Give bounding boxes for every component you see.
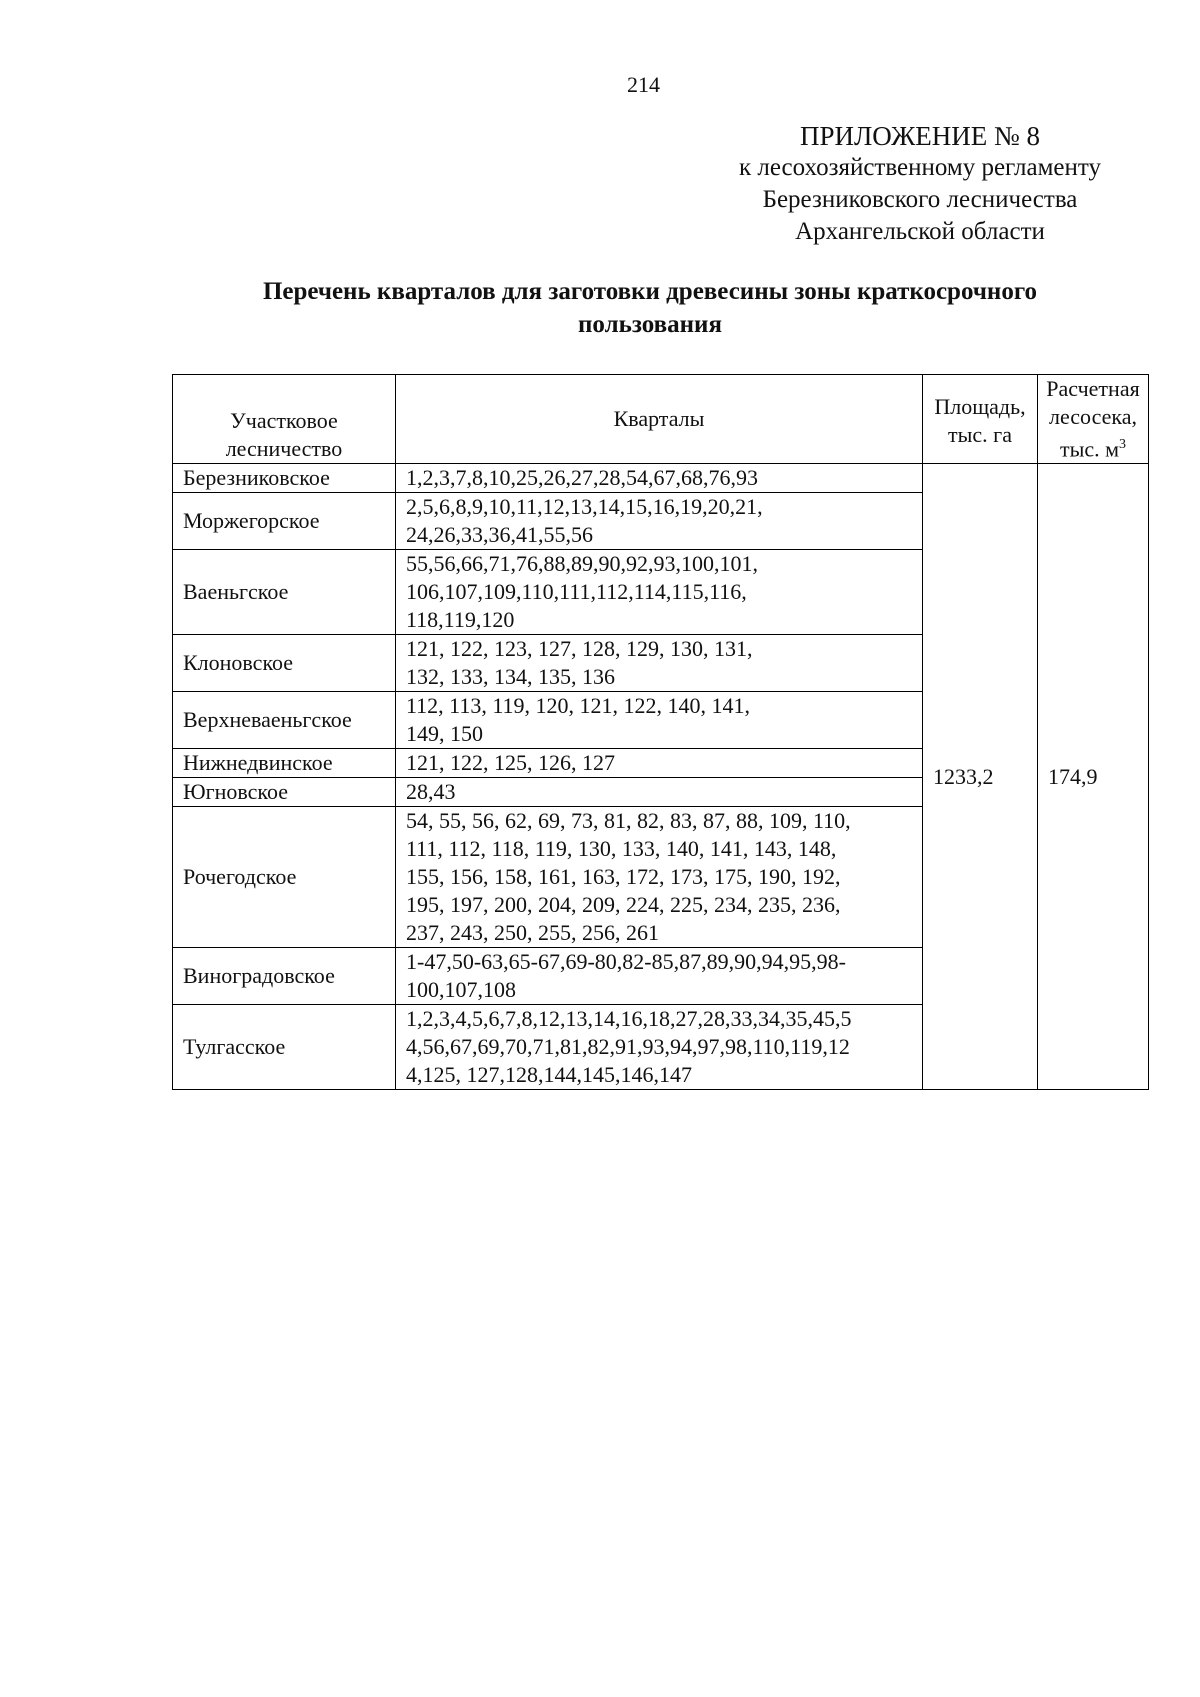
quarters-line: 24,26,33,36,41,55,56 <box>406 522 593 548</box>
header-volume-unit: тыс. м <box>1059 436 1120 462</box>
quarters-line: 149, 150 <box>406 721 483 747</box>
quarters-cell <box>396 1005 923 1090</box>
header-forestry-line: Участковое <box>230 408 338 434</box>
quarters-line: 106,107,109,110,111,112,114,115,116, <box>406 579 747 605</box>
forestry-cell: Березниковское <box>173 464 396 493</box>
header-quarters: Кварталы <box>396 375 923 464</box>
quarters-line: 4,56,67,69,70,71,81,82,91,93,94,97,98,110,119,12 <box>406 1034 850 1060</box>
quarters-line: 4,125, 127,128,144,145,146,147 <box>406 1062 692 1088</box>
quarters-line: 1-47,50-63,65-67,69-80,82-85,87,89,90,94,95,98- <box>406 949 846 975</box>
quarters-line: 195, 197, 200, 204, 209, 224, 225, 234, 235, 236, <box>406 892 841 918</box>
forestry-cell: Клоновское <box>173 635 396 692</box>
quarters-cell <box>396 807 923 948</box>
forestry-cell: Нижнедвинское <box>173 749 396 778</box>
quarters-cell <box>396 550 923 635</box>
quarters-line: 121, 122, 123, 127, 128, 129, 130, 131, <box>406 636 753 662</box>
appendix-header <box>660 120 1180 248</box>
forestry-cell: Верхневаеньгское <box>173 692 396 749</box>
quarters-line: 1,2,3,7,8,10,25,26,27,28,54,67,68,76,93 <box>406 465 758 491</box>
header-area-line: Площадь, <box>934 394 1026 419</box>
quarters-line: 155, 156, 158, 161, 163, 172, 173, 175, 190, 192, <box>406 864 841 890</box>
quarters-line: 2,5,6,8,9,10,11,12,13,14,15,16,19,20,21, <box>406 494 763 520</box>
quarters-line: 118,119,120 <box>406 607 515 633</box>
quarters-line: 237, 243, 250, 255, 256, 261 <box>406 920 659 946</box>
quarters-line: 54, 55, 56, 62, 69, 73, 81, 82, 83, 87, 88, 109, 110, <box>406 808 851 834</box>
quarters-table <box>172 374 1149 1090</box>
quarters-cell <box>396 749 923 778</box>
quarters-line: 121, 122, 125, 126, 127 <box>406 750 615 776</box>
table-header-row <box>173 375 1149 464</box>
quarters-cell <box>396 493 923 550</box>
quarters-line: 112, 113, 119, 120, 121, 122, 140, 141, <box>406 693 751 719</box>
forestry-cell: Югновское <box>173 778 396 807</box>
appendix-line: к лесохозяйственному регламенту <box>738 154 1102 181</box>
header-forestry <box>173 375 396 464</box>
quarters-line: 132, 133, 134, 135, 136 <box>406 664 615 690</box>
document-title-line: пользования <box>578 311 722 338</box>
forestry-cell: Ваеньгское <box>173 550 396 635</box>
forestry-cell: Виноградовское <box>173 948 396 1005</box>
quarters-cell <box>396 692 923 749</box>
quarters-cell <box>396 635 923 692</box>
quarters-line: 100,107,108 <box>406 977 516 1003</box>
appendix-title: ПРИЛОЖЕНИЕ № 8 <box>799 121 1041 151</box>
appendix-line: Архангельской области <box>795 218 1045 245</box>
appendix-line: Березниковского лесничества <box>762 186 1078 213</box>
forestry-cell: Моржегорское <box>173 493 396 550</box>
header-forestry-line: лесничество <box>225 436 343 462</box>
header-volume-line: Расчетная <box>1046 376 1140 401</box>
page-number: 214 <box>627 72 660 97</box>
document-title-line: Перечень кварталов для заготовки древесины зоны краткосрочного <box>262 278 1038 305</box>
header-volume-sup: 3 <box>1119 437 1127 452</box>
quarters-line: 111, 112, 118, 119, 130, 133, 140, 141, 143, 148, <box>406 836 837 862</box>
forestry-cell: Рочегодское <box>173 807 396 948</box>
header-volume <box>1038 375 1149 464</box>
document-title <box>150 275 1150 341</box>
area-cell: 1233,2 <box>923 464 1038 1090</box>
quarters-line: 28,43 <box>406 779 456 805</box>
quarters-line: 55,56,66,71,76,88,89,90,92,93,100,101, <box>406 551 758 577</box>
header-volume-line: лесосека, <box>1048 404 1138 429</box>
forestry-cell: Тулгасское <box>173 1005 396 1090</box>
table-row <box>173 464 1149 493</box>
header-area-line: тыс. га <box>948 422 1012 447</box>
quarters-cell <box>396 778 923 807</box>
volume-cell: 174,9 <box>1038 464 1149 1090</box>
header-area <box>923 375 1038 464</box>
quarters-line: 1,2,3,4,5,6,7,8,12,13,14,16,18,27,28,33,34,35,45,5 <box>406 1006 852 1032</box>
quarters-cell <box>396 464 923 493</box>
header-volume-line <box>1040 431 1146 463</box>
quarters-cell <box>396 948 923 1005</box>
